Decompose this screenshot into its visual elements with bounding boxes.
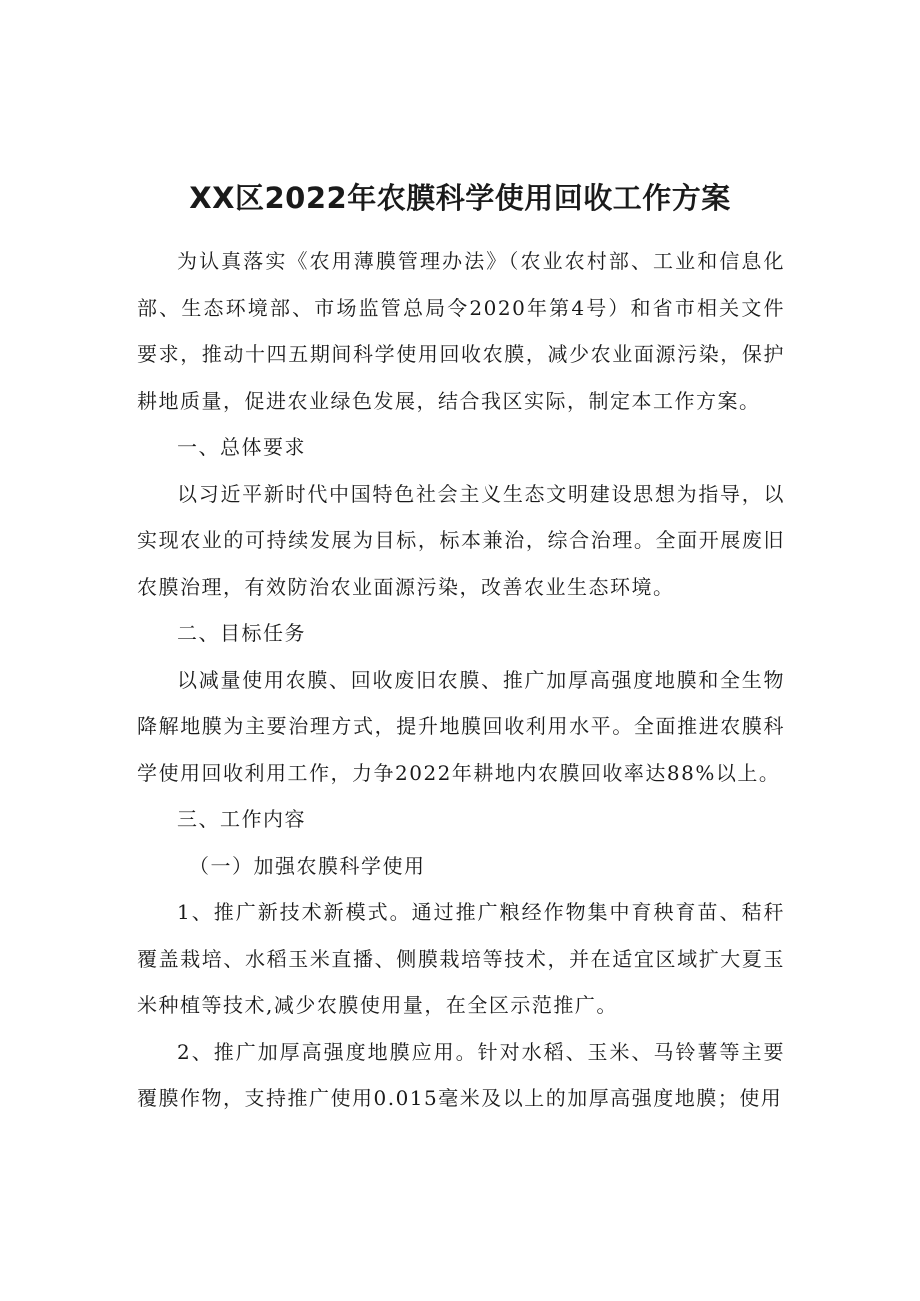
document-title: XX区2022年农膜科学使用回收工作方案 [189, 181, 731, 215]
goals-paragraph: 以减量使用农膜、回收废旧农膜、推广加厚高强度地膜和全生物降解地膜为主要治理方式，提升地膜回收利用水平。全面推进农膜科学使用回收利用工作，力争2022年耕地内农膜回收率达88%以上。 [137, 667, 785, 785]
section-heading-work-content: 三、工作内容 [177, 807, 306, 831]
item-2-paragraph: 2、推广加厚高强度地膜应用。针对水稻、玉米、马铃薯等主要覆膜作物，支持推广使用0.015毫米及以上的加厚高强度地膜；使用 [137, 1039, 785, 1110]
subsection-heading-film-use: （一）加强农膜科学使用 [189, 853, 426, 878]
section-heading-goals: 二、目标任务 [177, 621, 306, 645]
section-heading-general-requirements: 一、总体要求 [177, 435, 306, 459]
intro-paragraph: 为认真落实《农用薄膜管理办法》（农业农村部、工业和信息化部、生态环境部、市场监管总局令2020年第4号）和省市相关文件要求，推动十四五期间科学使用回收农膜，减少农业面源污染，保护耕地质量，促进农业绿色发展，结合我区实际，制定本工作方案。 [137, 249, 785, 413]
item-1-paragraph: 1、推广新技术新模式。通过推广粮经作物集中育秧育苗、秸秆覆盖栽培、水稻玉米直播、侧膜栽培等技术，并在适宜区域扩大夏玉米种植等技术,减少农膜使用量，在全区示范推广。 [137, 900, 785, 1017]
general-requirements-paragraph: 以习近平新时代中国特色社会主义生态文明建设思想为指导，以实现农业的可持续发展为目标，标本兼治，综合治理。全面开展废旧农膜治理，有效防治农业面源污染，改善农业生态环境。 [137, 481, 785, 599]
document-body [137, 238, 785, 1122]
